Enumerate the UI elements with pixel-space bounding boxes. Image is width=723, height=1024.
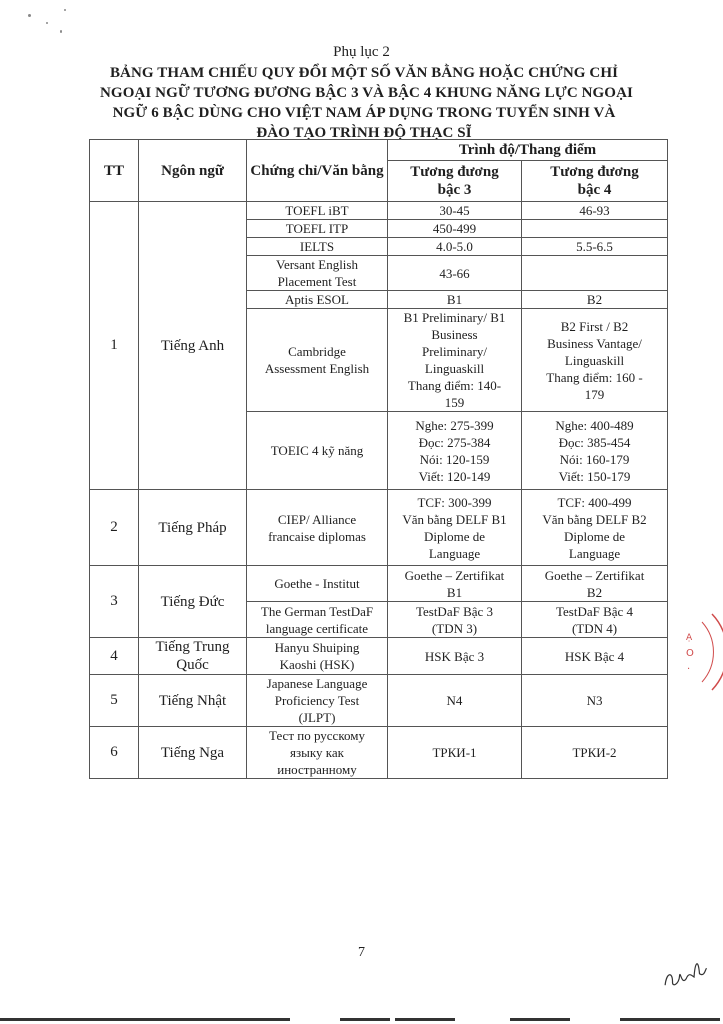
level3-cell-line: N4 [446,693,463,708]
certificate-cell-line: Aptis ESOL [285,292,349,307]
level3-cell-line: (TDN 3) [431,620,478,636]
scan-edge-line [510,1018,570,1021]
level3-cell-line: Nghe: 275-399 [415,417,494,433]
certificate-cell-line: Versant English [276,257,358,272]
level4-cell-line: B2 [586,584,603,600]
level4-cell [522,238,668,256]
level4-cell-line: 179 [584,386,605,402]
header-level4-line2: bậc 4 [577,182,612,198]
level3-cell-line: HSK Bậc 3 [424,648,485,664]
level4-cell [522,638,668,675]
level4-cell-line: Văn bằng DELF B2 [542,511,647,527]
certificate-cell-line: Assessment English [264,361,370,376]
certificate-cell [247,291,388,309]
level3-cell-line: Đọc: 275-384 [418,434,491,450]
table-row [90,675,668,727]
header-level3-line2: bậc 3 [437,182,472,198]
row-number: 3 [90,566,139,638]
scan-speck [60,30,62,33]
scan-speck [64,9,66,11]
title-line: ĐÀO TẠO TRÌNH ĐỘ THẠC SĨ [256,125,472,141]
level3-cell-line: 450-499 [432,221,477,236]
certificate-cell [247,566,388,602]
table-row [90,727,668,779]
appendix-label: Phụ lục 2 [333,44,390,60]
level3-cell [388,256,522,291]
language-cell: Tiếng Pháp [139,490,247,566]
certificate-cell [247,727,388,779]
level3-cell [388,638,522,675]
level3-cell-line: B1 [446,584,463,600]
row-number: 6 [90,727,139,779]
header-level4 [522,161,668,202]
scan-speck [46,22,48,24]
certificate-cell-line: Тест по русскому [269,728,365,743]
level3-cell-line: 30-45 [439,203,470,218]
level4-cell-line: Diplome de [564,528,626,544]
level4-cell [522,675,668,727]
level4-cell-line: Viết: 150-179 [558,468,631,484]
svg-text:O: O [686,648,694,659]
level3-cell-line: Preliminary/ [422,344,487,359]
header-level3-line1: Tương đương [410,164,499,180]
level4-cell-line: Business Vantage/ [547,335,642,351]
level3-cell-line: 43-66 [439,265,470,281]
certificate-cell [247,490,388,566]
level4-cell [522,727,668,779]
level3-cell [388,238,522,256]
certificate-cell-line: Proficiency Test [274,693,360,708]
certificate-cell-line: Cambridge [288,344,346,359]
level3-cell [388,727,522,779]
certificate-cell-line: иностранному [277,762,357,777]
certificate-cell-line: Kaoshi (HSK) [279,657,355,672]
level3-cell-line: Linguaskill [424,361,485,376]
certificate-cell-line: The German TestDaF [260,603,374,619]
level3-cell [388,490,522,566]
table-row [90,638,668,675]
level3-cell-line: Văn bằng DELF B1 [402,511,507,527]
certificate-cell-line: CIEP/ Alliance [277,511,357,527]
level4-cell-line: ТРКИ-2 [572,745,617,760]
level3-cell [388,602,522,638]
certificate-cell [247,675,388,727]
language-cell: Tiếng Nhật [139,675,247,727]
certificate-cell-line: Japanese Language [266,676,368,691]
scan-edge-line [620,1018,720,1021]
row-number: 5 [90,675,139,727]
level3-cell-line: Goethe – Zertifikat [404,567,505,583]
level4-cell-line: B2 [586,292,603,307]
level3-cell-line: Nói: 120-159 [419,451,490,467]
language-cell: Tiếng Đức [139,566,247,638]
level3-cell-line: Viết: 120-149 [418,468,491,484]
title-line: BẢNG THAM CHIẾU QUY ĐỔI MỘT SỐ VĂN BẰNG HOẶC CHỨNG CHỈ [109,65,619,81]
red-stamp-fragment [672,612,723,692]
svg-text:·: · [687,664,691,675]
table-row [90,566,668,602]
level4-cell-line: Đọc: 385-454 [558,434,631,450]
level4-cell-line: 46-93 [579,203,610,218]
scan-speck [28,14,31,17]
certificate-cell [247,638,388,675]
certificate-cell-line: Placement Test [277,274,357,289]
scan-edge-line [395,1018,455,1021]
level3-cell-line: TCF: 300-399 [417,494,492,510]
level3-cell [388,675,522,727]
level4-cell-line: Thang điểm: 160 - [546,369,643,385]
certificate-cell [247,602,388,638]
level3-cell-line: TestDaF Bậc 3 [415,603,494,619]
level4-cell [522,602,668,638]
title-line: NGỮ 6 BẬC DÙNG CHO VIỆT NAM ÁP DỤNG TRONG TUYỂN SINH VÀ [112,105,616,121]
row-number: 1 [90,202,139,490]
level4-cell-line: Nghe: 400-489 [555,417,634,433]
document-title [100,63,633,143]
language-cell: Tiếng Anh [139,202,247,490]
level4-cell-line: Language [568,545,621,561]
certificate-cell-line: (JLPT) [298,710,336,725]
conversion-table [89,139,668,779]
table-row [90,490,668,566]
certificate-cell [247,309,388,412]
level3-cell-line: B1 Preliminary/ B1 [403,310,506,325]
level4-cell-line: (TDN 4) [571,620,618,636]
certificate-cell-line: Goethe - Institut [274,576,360,591]
table-header [90,140,668,202]
certificate-cell [247,256,388,291]
level3-cell [388,291,522,309]
certificate-cell [247,202,388,220]
level3-cell-line: 159 [444,395,465,410]
page-number: 7 [358,945,365,960]
level4-cell-line: 5.5-6.5 [576,239,613,254]
level3-cell-line: Thang điểm: 140- [407,378,502,393]
row-number: 2 [90,490,139,566]
certificate-cell [247,220,388,238]
level3-cell [388,566,522,602]
table-body [90,202,668,779]
title-line: NGOẠI NGỮ TƯƠNG ĐƯƠNG BẬC 3 VÀ BẬC 4 KHUNG NĂNG LỰC NGOẠI [100,85,633,101]
level3-cell [388,412,522,490]
scan-edge-line [0,1018,290,1021]
certificate-cell-line: Hanyu Shuiping [274,640,360,655]
level4-cell [522,202,668,220]
level4-cell [522,566,668,602]
level3-cell-line: Business [431,327,478,342]
header-level4-line1: Tương đương [550,164,639,180]
certificate-cell-line: IELTS [299,239,335,254]
level3-cell [388,220,522,238]
level4-cell-line: Goethe – Zertifikat [544,567,645,583]
table-row [90,202,668,220]
level4-cell-line: TCF: 400-499 [557,494,632,510]
level3-cell-line: ТРКИ-1 [432,745,477,760]
language-cell: Tiếng Nga [139,727,247,779]
certificate-cell [247,412,388,490]
level3-cell-line: B1 [446,292,463,307]
level4-cell-line: HSK Bậc 4 [564,648,625,664]
row-number: 4 [90,638,139,675]
level3-cell-line: Diplome de [423,528,485,544]
level4-cell-line: Nói: 160-179 [559,451,630,467]
header-level-group: Trình độ/Thang điểm [388,140,668,161]
level4-cell [522,291,668,309]
level4-cell [522,220,668,238]
level4-cell [522,490,668,566]
level3-cell-line: Language [428,545,481,561]
language-cell: Tiếng Trung Quốc [139,638,247,675]
certificate-cell-line: TOEFL ITP [285,221,349,236]
level3-cell-line: 4.0-5.0 [436,239,473,254]
level3-cell [388,202,522,220]
certificate-cell-line: TOEIC 4 kỹ năng [270,443,364,458]
certificate-cell-line: francaise diplomas [268,528,366,544]
svg-text:Ạ: Ạ [686,633,693,643]
header-language: Ngôn ngữ [139,140,247,202]
level4-cell-line: Linguaskill [564,352,625,368]
level4-cell-line: TestDaF Bậc 4 [555,603,634,619]
certificate-cell-line: language certificate [265,620,369,636]
certificate-cell-line: языку как [290,745,344,760]
header-tt: TT [90,140,139,202]
level4-cell-line: B2 First / B2 [560,318,629,334]
level4-cell-line: N3 [586,693,603,708]
scan-edge-line [340,1018,390,1021]
level4-cell [522,309,668,412]
level3-cell [388,309,522,412]
level4-cell [522,412,668,490]
header-level3 [388,161,522,202]
level4-cell [522,256,668,291]
header-certificate: Chứng chỉ/Văn bằng [247,140,388,202]
certificate-cell [247,238,388,256]
certificate-cell-line: TOEFL iBT [285,203,349,218]
